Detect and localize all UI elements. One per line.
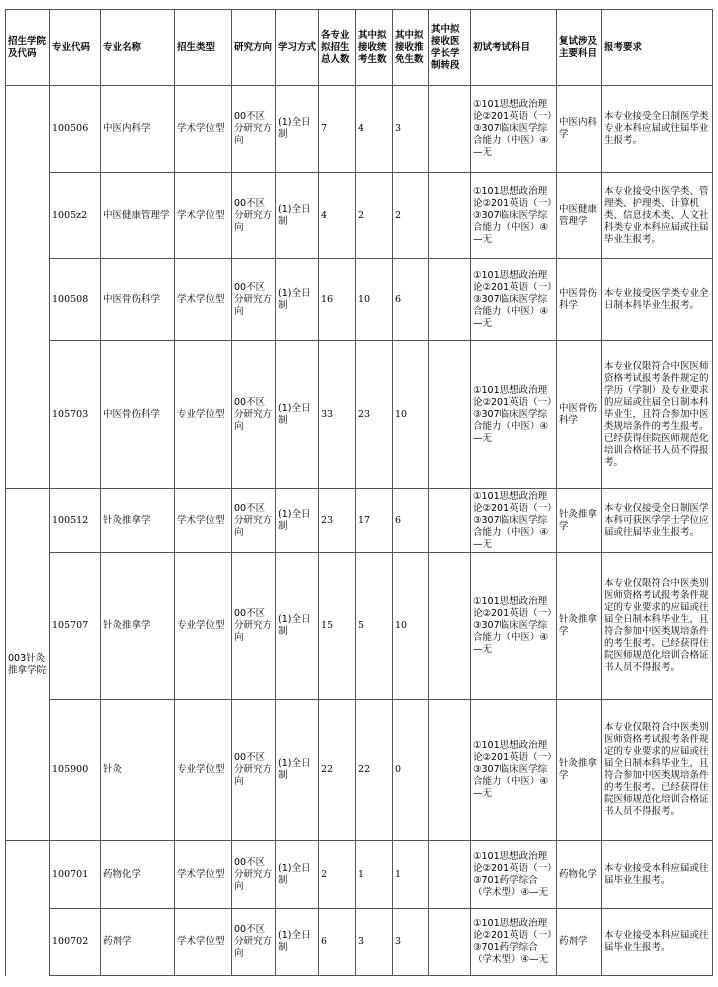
- study-mode: (1)全日制: [276, 553, 319, 700]
- research-direction: 00不区分研究方向: [232, 489, 276, 553]
- study-mode: (1)全日制: [276, 173, 319, 259]
- study-mode: (1)全日制: [276, 841, 319, 909]
- recommend-count: 3: [393, 909, 429, 976]
- major-name: 药剂学: [101, 909, 175, 976]
- retest-subjects: 药剂学: [557, 909, 602, 976]
- major-name: 中医骨伤科学: [101, 259, 175, 341]
- total-count: 2: [319, 841, 356, 909]
- requirements: 本专业接受本科应届或往届毕业生报考。: [602, 841, 713, 909]
- research-direction: 00不区分研究方向: [232, 341, 276, 489]
- college-cell: [6, 841, 50, 976]
- research-direction: 00不区分研究方向: [232, 909, 276, 976]
- table-row: [6, 700, 713, 841]
- total-count: 16: [319, 259, 356, 341]
- exam-subjects: ①101思想政治理论②201英语（一）③307临床医学综合能力（中医）④—无: [471, 489, 557, 553]
- total-count: 15: [319, 553, 356, 700]
- requirements: 本专业接受医学类专业全日制本科毕业生报考。: [602, 259, 713, 341]
- table-row: [6, 341, 713, 489]
- exam-subjects: ①101思想政治理论②201英语（一）③701药学综合（学术型）④—无: [471, 841, 557, 909]
- total-count: 4: [319, 173, 356, 259]
- recommend-count: 10: [393, 341, 429, 489]
- retest-subjects: 药物化学: [557, 841, 602, 909]
- transfer-count: [429, 700, 471, 841]
- header-row: [6, 10, 713, 86]
- major-code: 105703: [50, 341, 101, 489]
- total-count: 6: [319, 909, 356, 976]
- exam-count: 5: [356, 553, 393, 700]
- exam-count: 2: [356, 173, 393, 259]
- study-mode: (1)全日制: [276, 489, 319, 553]
- major-code: 100702: [50, 909, 101, 976]
- enroll-type: 学术学位型: [175, 259, 232, 341]
- exam-count: 3: [356, 909, 393, 976]
- retest-subjects: 中医骨伤科学: [557, 259, 602, 341]
- research-direction: 00不区分研究方向: [232, 553, 276, 700]
- major-name: 针灸推拿学: [101, 553, 175, 700]
- requirements: 本专业仅接受全日制医学本科可获医学学士学位应届或往届毕业生报考。: [602, 489, 713, 553]
- recommend-count: 2: [393, 173, 429, 259]
- exam-count: 22: [356, 700, 393, 841]
- requirements: 本专业仅限符合中医医师资格考试报考条件规定的学历（学制）及专业要求的应届或往届全日制本科毕业生，且符合参加中医类规培条件的考生报考。已经获得住院医师规范化培训合格证书人员不得报考。: [602, 341, 713, 489]
- enroll-type: 专业学位型: [175, 341, 232, 489]
- enroll-type: 学术学位型: [175, 173, 232, 259]
- recommend-count: 6: [393, 489, 429, 553]
- college-cell: 003针灸推拿学院: [6, 489, 50, 841]
- header-major-code: 专业代码: [50, 10, 101, 86]
- recommend-count: 3: [393, 86, 429, 173]
- enroll-type: 学术学位型: [175, 86, 232, 173]
- major-code: 100508: [50, 259, 101, 341]
- retest-subjects: 中医健康管理学: [557, 173, 602, 259]
- recommend-count: 10: [393, 553, 429, 700]
- exam-subjects: ①101思想政治理论②201英语（一）③307临床医学综合能力（中医）④—无: [471, 553, 557, 700]
- major-code: 100512: [50, 489, 101, 553]
- enroll-type: 专业学位型: [175, 553, 232, 700]
- total-count: 33: [319, 341, 356, 489]
- research-direction: 00不区分研究方向: [232, 86, 276, 173]
- exam-subjects: ①101思想政治理论②201英语（一）③307临床医学综合能力（中医）④—无: [471, 341, 557, 489]
- requirements: 本专业接受全日制医学类专业本科应届或往届毕业生报考。: [602, 86, 713, 173]
- transfer-count: [429, 259, 471, 341]
- transfer-count: [429, 86, 471, 173]
- header-recommend-count: 其中拟接收推免生数: [393, 10, 429, 86]
- table-row: [6, 259, 713, 341]
- college-cell: [6, 86, 50, 489]
- retest-subjects: 中医内科学: [557, 86, 602, 173]
- enroll-type: 学术学位型: [175, 841, 232, 909]
- retest-subjects: 针灸推拿学: [557, 553, 602, 700]
- table-row: [6, 489, 713, 553]
- transfer-count: [429, 909, 471, 976]
- header-transfer-count: 其中拟接收医学长学制转段: [429, 10, 471, 86]
- exam-subjects: ①101思想政治理论②201英语（一）③307临床医学综合能力（中医）④—无: [471, 173, 557, 259]
- major-name: 药物化学: [101, 841, 175, 909]
- transfer-count: [429, 341, 471, 489]
- major-name: 中医内科学: [101, 86, 175, 173]
- retest-subjects: 中医骨伤科学: [557, 341, 602, 489]
- exam-count: 23: [356, 341, 393, 489]
- study-mode: (1)全日制: [276, 341, 319, 489]
- exam-subjects: ①101思想政治理论②201英语（一）③701药学综合（学术型）④—无: [471, 909, 557, 976]
- recommend-count: 1: [393, 841, 429, 909]
- total-count: 7: [319, 86, 356, 173]
- transfer-count: [429, 841, 471, 909]
- recommend-count: 0: [393, 700, 429, 841]
- header-retest-subjects: 复试涉及主要科目: [557, 10, 602, 86]
- table-row: [6, 86, 713, 173]
- study-mode: (1)全日制: [276, 259, 319, 341]
- requirements: 本专业仅限符合中医类别医师资格考试报考条件规定的专业要求的应届或往届全日制本科毕业生，且符合参加中医类规培条件的考生报考。已经获得住院医师规范化培训合格证书人员不得报考。: [602, 700, 713, 841]
- enroll-type: 专业学位型: [175, 700, 232, 841]
- requirements: 本专业接受本科应届或往届毕业生报考。: [602, 909, 713, 976]
- study-mode: (1)全日制: [276, 86, 319, 173]
- exam-subjects: ①101思想政治理论②201英语（一）③307临床医学综合能力（中医）④—无: [471, 259, 557, 341]
- table-row: [6, 553, 713, 700]
- header-exam-count: 其中拟接收统考生数: [356, 10, 393, 86]
- research-direction: 00不区分研究方向: [232, 259, 276, 341]
- major-name: 中医健康管理学: [101, 173, 175, 259]
- enroll-type: 学术学位型: [175, 909, 232, 976]
- header-requirements: 报考要求: [602, 10, 713, 86]
- exam-count: 1: [356, 841, 393, 909]
- requirements: 本专业仅限符合中医类别医师资格考试报考条件规定的专业要求的应届或往届全日制本科毕业生，且符合参加中医类规培条件的考生报考。已经获得住院医师规范化培训合格证书人员不得报考。: [602, 553, 713, 700]
- table-row: [6, 909, 713, 976]
- major-name: 中医骨伤科学: [101, 341, 175, 489]
- major-code: 1005z2: [50, 173, 101, 259]
- table-row: [6, 173, 713, 259]
- retest-subjects: 针灸推拿学: [557, 700, 602, 841]
- retest-subjects: 针灸推拿学: [557, 489, 602, 553]
- admissions-table: [5, 9, 713, 976]
- header-college: 招生学院及代码: [6, 10, 50, 86]
- major-code: 105707: [50, 553, 101, 700]
- research-direction: 00不区分研究方向: [232, 700, 276, 841]
- transfer-count: [429, 553, 471, 700]
- header-study-mode: 学习方式: [276, 10, 319, 86]
- exam-subjects: ①101思想政治理论②201英语（一）③307临床医学综合能力（中医）④—无: [471, 86, 557, 173]
- header-research-direction: 研究方向: [232, 10, 276, 86]
- exam-count: 4: [356, 86, 393, 173]
- major-name: 针灸: [101, 700, 175, 841]
- total-count: 23: [319, 489, 356, 553]
- major-name: 针灸推拿学: [101, 489, 175, 553]
- major-code: 100701: [50, 841, 101, 909]
- major-code: 100506: [50, 86, 101, 173]
- study-mode: (1)全日制: [276, 909, 319, 976]
- enroll-type: 学术学位型: [175, 489, 232, 553]
- research-direction: 00不区分研究方向: [232, 841, 276, 909]
- recommend-count: 6: [393, 259, 429, 341]
- header-exam-subjects: 初试考试科目: [471, 10, 557, 86]
- requirements: 本专业接受中医学类、管理类、护理类、计算机类、信息技术类、人文社科类专业本科应届或往届毕业生报考。: [602, 173, 713, 259]
- transfer-count: [429, 173, 471, 259]
- transfer-count: [429, 489, 471, 553]
- study-mode: (1)全日制: [276, 700, 319, 841]
- table-row: [6, 841, 713, 909]
- exam-count: 10: [356, 259, 393, 341]
- major-code: 105900: [50, 700, 101, 841]
- exam-count: 17: [356, 489, 393, 553]
- exam-subjects: ①101思想政治理论②201英语（一）③307临床医学综合能力（中医）④—无: [471, 700, 557, 841]
- header-major-name: 专业名称: [101, 10, 175, 86]
- header-enroll-type: 招生类型: [175, 10, 232, 86]
- header-total: 各专业拟招生总人数: [319, 10, 356, 86]
- research-direction: 00不区分研究方向: [232, 173, 276, 259]
- total-count: 22: [319, 700, 356, 841]
